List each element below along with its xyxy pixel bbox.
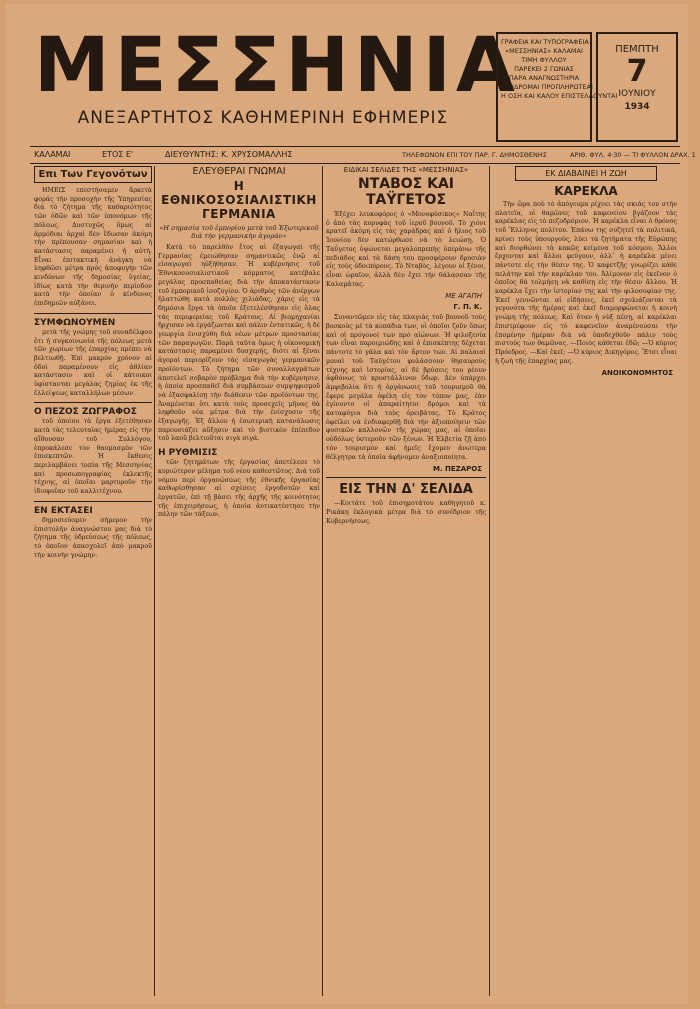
column-header: ΕΚ ΔΙΑΒΑΙΝΕΙ Η ΖΩΗ: [515, 166, 657, 181]
paragraph: ΗΜΕΙΣ επεστήσαμεν ἄρκετὰ φοράς τὴν προσοχὴν τῆς Ὑπηρεσίας διὰ τὸ ζήτημα τῆς καθαριότητος τῶν ὁδῶν καὶ τῶν ὑπονόμων τῆς πόλεως. Δυστυχῶς ὅμως αἱ ἀρμόδιαι ἀρχαὶ δὲν ἔδωσαν ἀκόμη τὴν πρέπουσαν σημασίαν καὶ ἡ κατάστασις παραμένει ἡ αὐτή. Εἶναι ἐπιτακτικὴ ἀνάγκη νὰ ληφθῶσι μέτρα πρὸς ἀποφυγὴν τῶν κινδύνων τῆς δημοσίας ὑγείας, ἰδίως κατὰ τὴν θερινὴν περίοδον κατὰ τὴν ὁποίαν ὁ κίνδυνος ἐπιδημιῶν αὐξάνει.: [34, 187, 152, 308]
masthead: [34, 20, 520, 140]
article-kicker: ΕΙΔΙΚΑΙ ΣΕΛΙΔΕΣ ΤΗΣ «ΜΕΣΣΗΝΙΑΣ»: [343, 166, 469, 174]
info-line: ΤΙΜΗ ΦΥΛΛΟΥ: [521, 56, 567, 64]
newspaper-subtitle: ΑΝΕΞΑΡΤΗΤΟΣ ΚΑΘΗΜΕΡΙΝΗ ΕΦΗΜΕΡΙΣ: [77, 108, 449, 128]
divider: [34, 313, 152, 314]
column-rule: [322, 166, 323, 996]
section-title: ΣΥΜΦΩΝΟΥΜΕΝ: [34, 317, 116, 328]
newspaper-title: ΜΕΣΣΗΝΙΑ: [34, 20, 520, 109]
section-title: ΕΝ ΕΚΤΑΣΕΙ: [34, 505, 93, 516]
article-headline: Η ΕΘΝΙΚΟΣΟΣΙΑΛΙΣΤΙΚΗ ΓΕΡΜΑΝΙΑ: [161, 179, 317, 221]
paragraph: δημοσιεύομεν σήμερον τὴν ἐπιστολὴν ἀναγνώστου μας διὰ τὸ ζήτημα τῆς ὑδρεύσεως τῆς πόλεως, τὸ ὁποῖον ἀπασχολεῖ ἀπὸ μακροῦ τὴν κοινὴν γνώμην.: [34, 516, 152, 559]
day-number: 7: [626, 54, 648, 89]
article-text: [158, 459, 320, 520]
year-label: ΕΤΟΣ Ε': [102, 150, 134, 159]
column-germany-article: [158, 166, 320, 996]
paragraph: —Κοιτάτε τοῦ ἐπισημοτάτου καθηγητοῦ κ. Ρικάκη ἐκλογικὰ μέτρα διὰ τὸ συνέδριον τῆς Κυβερνήσεως.: [326, 500, 486, 525]
info-line: «ΜΕΣΣΗΝΙΑΣ» ΚΑΛΑΜΑΙ: [505, 47, 583, 55]
paragraph: Ἐξέχει λευκοφόρος ὁ «Μονοφύσικος» Ναΐτης ὁ ἀπὸ τὰς κορυφὰς τοῦ ἱεροῦ βουνοῦ. Τὸ χιόνι κρατεῖ ἀκόμη εἰς τὰς χαράδρας καὶ ὁ ἥλιος τοῦ Ἰουνίου δὲν κατώρθωσε νὰ τὸ λειώσῃ. Ὁ Ταΰγετος ὑψώνεται μεγαλοπρεπὴς ὑπεράνω τῆς πεδιάδος καὶ τὰ δάση του προσφέρουν δροσιὰν εἰς τοὺς ὁδοιπόρους. Τὸ Νταβὸς, λέγουν οἱ ξένοι, εἶναι ὡραῖον, ἀλλὰ δὲν ἔχει τὴν θάλασσαν τῆς Καλαμάτας.: [326, 211, 486, 288]
issue-label: ΑΡΙΘ. ΦΥΛ. 4·30 — ΤΙ ΦΥΛΛΟΝ ΔΡΑΧ. 1: [570, 151, 696, 159]
column-taygetos-article: [326, 166, 486, 996]
info-line: ΣΥΝΔΡΟΜΑΙ ΠΡΟΠΛΗΡΩΤΕΑΙ: [501, 83, 593, 91]
signature-label: ΜΕ ΑΓΑΠΗ: [445, 292, 482, 301]
publisher-info-box: [496, 32, 618, 142]
section-title: Ο ΠΕΖΟΣ ΖΩΓΡΑΦΟΣ: [34, 407, 137, 418]
article-text: [158, 244, 320, 444]
phone-label: ΤΗΛΕΦΩΝΟΝ ΕΠΙ ΤΟΥ ΠΑΡ. Γ. ΔΗΜΟΣΘΕΝΗΣ: [402, 151, 547, 159]
year: 1934: [624, 102, 650, 112]
date-box: [596, 32, 678, 142]
column-rule: [154, 166, 155, 996]
article-text: [34, 517, 152, 561]
paragraph: Συναντῶμεν εἰς τὰς πλαγιὰς τοῦ βουνοῦ τοὺς βοσκοὺς μὲ τὰ κοπάδια των, οἱ ὁποῖοι ζοῦν ὅπως καὶ οἱ πρόγονοί των πρὸ αἰώνων. Ἡ φιλοξενία των εἶναι παροιμιώδης καὶ ὁ ἐπισκέπτης δέχεται πάντοτε τὸ γάλα καὶ τὸν ἄρτον των. Αἱ παλαιαὶ μοναὶ τοῦ Ταϋγέτου φυλάσσουν θησαυροὺς τέχνης καὶ ἱστορίας, αἱ δὲ βρύσεις του ρέουν ἀφθόνως τὸ κρυστάλλινον ὕδωρ. Δὲν ὑπάρχει ἀμφιβολία ὅτι ἡ ὀργάνωσις τοῦ τουρισμοῦ θὰ ἔφερε μεγάλα ὀφέλη εἰς τὸν τόπον μας, ἐὰν ἐγίνοντο οἱ ἀπαραίτητοι δρόμοι καὶ τὰ καταφύγια διὰ τοὺς ὁρειβάτας. Τὸ Κράτος ὀφείλει νὰ ἐνδιαφερθῇ διὰ τὴν ἀξιοποίησιν τῶν φυσικῶν καλλονῶν τῆς χώρας μας, αἱ ὁποῖαι οὐδόλως ὑστεροῦν τῶν ξένων. Ἡ Ἑλβετία ζῇ ἀπὸ τὸν τουρισμὸν καὶ ἡμεῖς ἔχομεν ἀνώτερα θέλγητρα τὰ ὁποῖα ἀφήνομεν ἀναξιοποίητα.: [326, 314, 486, 461]
article-text: [326, 500, 486, 526]
article-text: [326, 211, 486, 289]
column-header: Επι Των Γεγονότων: [34, 166, 152, 183]
article-text: [34, 418, 152, 496]
divider: [34, 402, 152, 403]
column-rule: [489, 166, 490, 996]
month: ΙΟΥΝΙΟΥ: [618, 89, 656, 99]
paragraph: τοῦ ὁποίου τὰ ἔργα ἐξετέθησαν κατὰ τὰς τελευταίας ἡμέρας εἰς τὴν αἴθουσαν τοῦ Συλλόγου, ἐπροκάλεσε τὸν θαυμασμὸν τῶν ἐπισκεπτῶν. Ἡ ἔκθεσις περιλαμβάνει τοπία τῆς Μεσσηνίας καὶ προσωπογραφίας ἐκλεκτῆς τέχνης, αἱ ὁποῖαι μαρτυροῦν τὴν ἰδιοφυΐαν τοῦ καλλιτέχνου.: [34, 418, 152, 496]
article-deck: «Η σημασία τοῦ ἐμπορίου μετὰ τοῦ Ἐξωτερικοῦ διὰ τὴν γερμανικὴν ἀγοράν»: [159, 224, 319, 240]
article-headline: ΚΑΡΕΚΛΑ: [554, 184, 618, 198]
city-label: ΚΑΛΑΜΑΙ: [34, 150, 71, 159]
column-chair-article: [495, 166, 677, 996]
column-editorial: [34, 166, 152, 996]
article-text: [34, 329, 152, 399]
director-label: ΔΙΕΥΘΥΝΤΗΣ: Κ. ΧΡΥΣΟΜΑΛΛΗΣ: [165, 150, 293, 159]
paragraph: Τὴν ὥρα ποὺ τὸ ἀπόγευμα ρίχνει τὰς σκιάς του στὴν πλατεῖα, οἱ θαμῶνες τοῦ καφενείου βγάζουν τὰς καρέκλας εἰς τὸ πεζοδρόμιον. Ἡ καρέκλα εἶναι ὁ θρόνος τοῦ Ἕλληνος πολίτου. Ἐπάνω της συζητεῖ τὰ πολιτικά, κρίνει τοὺς ὑπουργούς, λύει τὰ ζητήματα τῆς Εὐρώπης καὶ διορθώνει τὰ κακῶς κείμενα τοῦ κόσμου. Ἄλλοι ἔρχονται καὶ ἄλλοι φεύγουν, ἀλλ᾽ ἡ καρέκλα μένει πάντοτε εἰς τὴν θέσιν της. Ὁ καφετζῆς γνωρίζει κάθε πελάτην καὶ τὴν καρέκλαν του. Ἀλίμονον εἰς ἐκεῖνον ὁ ὁποῖος θὰ τολμήσῃ νὰ καθίσῃ εἰς τὴν θέσιν ἄλλου. Ἡ καρέκλα ἔχει τὴν ἱστορίαν της καὶ τὴν φιλοσοφίαν της. Ἐκεῖ γεννῶνται αἱ εἰδήσεις, ἐκεῖ σχολιάζονται τὰ γεγονότα τῆς ἡμέρας καὶ ἐκεῖ διαμορφώνεται ἡ κοινὴ γνώμη τῆς πόλεως. Καὶ ὅταν ἡ νὺξ πέσῃ, αἱ καρέκλαι ἐπιστρέφουν εἰς τὸ καφενεῖον ἀναμένουσαι τὴν ἐπομένην ἡμέραν διὰ νὰ ὑποδεχθοῦν πάλιν τοὺς πιστούς των θαμῶνας. —Ποιὸς κάθεται ἐδῶ; —Ὁ κύριος Πρόεδρος. —Καὶ ἐκεῖ; —Ὁ κύριος Δικηγόρος. Ἔτσι εἶναι ἡ ζωὴ τῆς ἐπαρχίας μας.: [495, 201, 677, 365]
info-line: Η ΟΣΗ ΚΑΙ ΚΑΛΟΥ ΕΠΙΣΤΕΛΛΟΥΝΤΑΙ: [501, 92, 618, 100]
info-line: ΠΑΡΑ ΑΝΑΓΝΩΣΤΗΡΙΑ: [508, 74, 580, 82]
divider: [34, 501, 152, 502]
divider: [326, 477, 486, 478]
weekday: ΠΕΜΠΤΗ: [615, 44, 659, 55]
signature-name: Γ. Π. Κ.: [453, 303, 482, 312]
article-headline: ΝΤΑΒΟΣ ΚΑΙ ΤΑΫΓΕΤΟΣ: [357, 176, 454, 208]
article-text: [34, 187, 152, 309]
article-text: [326, 314, 486, 462]
section-headline: ΕΙΣ ΤΗΝ Δ' ΣΕΛΙΔΑ: [339, 482, 473, 498]
article-text: [495, 201, 677, 366]
paragraph: μετὰ τῆς γνώμης τοῦ συναδέλφου ὅτι ἡ συγκοινωνία τῆς πόλεως μετὰ τῶν χωρίων τῆς ἐπαρχίας πρέπει νὰ βελτιωθῇ. Ἐπὶ μακρὸν χρόνον αἱ ὁδοὶ παραμένουν εἰς ἀθλίαν κατάστασιν καὶ οἱ κάτοικοι ὑφίστανται μεγάλας ζημίας ἐκ τῆς ἐλλείψεως καταλλήλων μέσων.: [34, 328, 152, 397]
info-line: ΠΑΡΕΚΕΙ 2 ΓΩΝΙΑΣ: [514, 65, 574, 73]
signature-name: ΑΝΟΙΚΟΝΟΜΗΤΟΣ: [601, 369, 673, 378]
info-bar: [30, 146, 696, 164]
paragraph: τῶν ζητημάτων τῆς ἐργασίας ἀπετέλεσε τὸ κυριώτερον μέλημα τοῦ νέου καθεστῶτος. Διὰ τοῦ νόμου περὶ ὀργανώσεως τῆς ἐθνικῆς ἐργασίας καθωρίσθησαν αἱ σχέσεις ἐργοδοτῶν καὶ ἐργατῶν, ἐπὶ τῇ βάσει τῆς ἀρχῆς τῆς κοινότητος τῆς ἐπιχειρήσεως, ἡ ὁποία ἀντικατέστησε τὴν πάλην τῶν τάξεων.: [158, 459, 320, 519]
section-title: Η ΡΥΘΜΙΣΙΣ: [158, 448, 218, 459]
signature-name: Μ. ΠΕΖΑΡΟΣ: [432, 465, 482, 474]
paragraph: Κατὰ τὸ παρελθὸν ἔτος αἱ ἐξαγωγαὶ τῆς Γερμανίας ἐμειώθησαν σημαντικῶς ἐνῷ αἱ εἰσαγωγαὶ ηὐξήθησαν. Ἡ κυβέρνησις τοῦ Ἐθνικοσοσιαλιστικοῦ κόμματος κατέβαλε μεγάλας προσπαθείας διὰ τὴν ἀποκατάστασιν τοῦ ἐμπορικοῦ ἰσοζυγίου. Ὁ ἀριθμὸς τῶν ἀνέργων ἠλαττώθη κατὰ πολλὰς χιλιάδας, χάρις εἰς τὰ δημόσια ἔργα τὰ ὁποῖα ἐξετελέσθησαν εἰς ὅλας τὰς περιφερείας τοῦ Κράτους. Αἱ βιομηχανίαι ἤρχισαν νὰ ἐργάζωνται καὶ πάλιν ἐντατικῶς, ἡ δὲ γεωργία ἐνισχύθη διὰ νέων μέτρων προστασίας τῶν παραγωγῶν. Παρὰ ταῦτα ὅμως ἡ οἰκονομικὴ κατάστασις παραμένει δυσχερής, διότι αἱ ξέναι ἀγοραὶ περιορίζουν τὰς εἰσαγωγὰς γερμανικῶν προϊόντων. Τὸ ζήτημα τῶν συναλλαγμάτων ἀποτελεῖ σοβαρὸν πρόβλημα διὰ τὴν κυβέρνησιν, ἡ ὁποία προσπαθεῖ διὰ συμβάσεων συμψηφισμοῦ νὰ ἐξασφαλίσῃ τὴν διάθεσιν τῶν προϊόντων της. Ἀναμένεται ὅτι κατὰ τοὺς προσεχεῖς μῆνας θὰ ληφθοῦν νέα μέτρα διὰ τὴν ἐνίσχυσιν τῆς ἐξαγωγῆς. Ἐξ ἄλλου ἡ ἐσωτερικὴ κατανάλωσις παρουσιάζει αὔξησιν καὶ τὸ βιοτικὸν ἐπίπεδον τοῦ λαοῦ βελτιοῦται σιγὰ σιγά.: [158, 244, 320, 443]
article-kicker: ΕΛΕΥΘΕΡΑΙ ΓΝΩΜΑΙ: [192, 166, 286, 177]
info-line: ΓΡΑΦΕΙΑ ΚΑΙ ΤΥΠΟΓΡΑΦΕΙΑ: [501, 38, 589, 46]
